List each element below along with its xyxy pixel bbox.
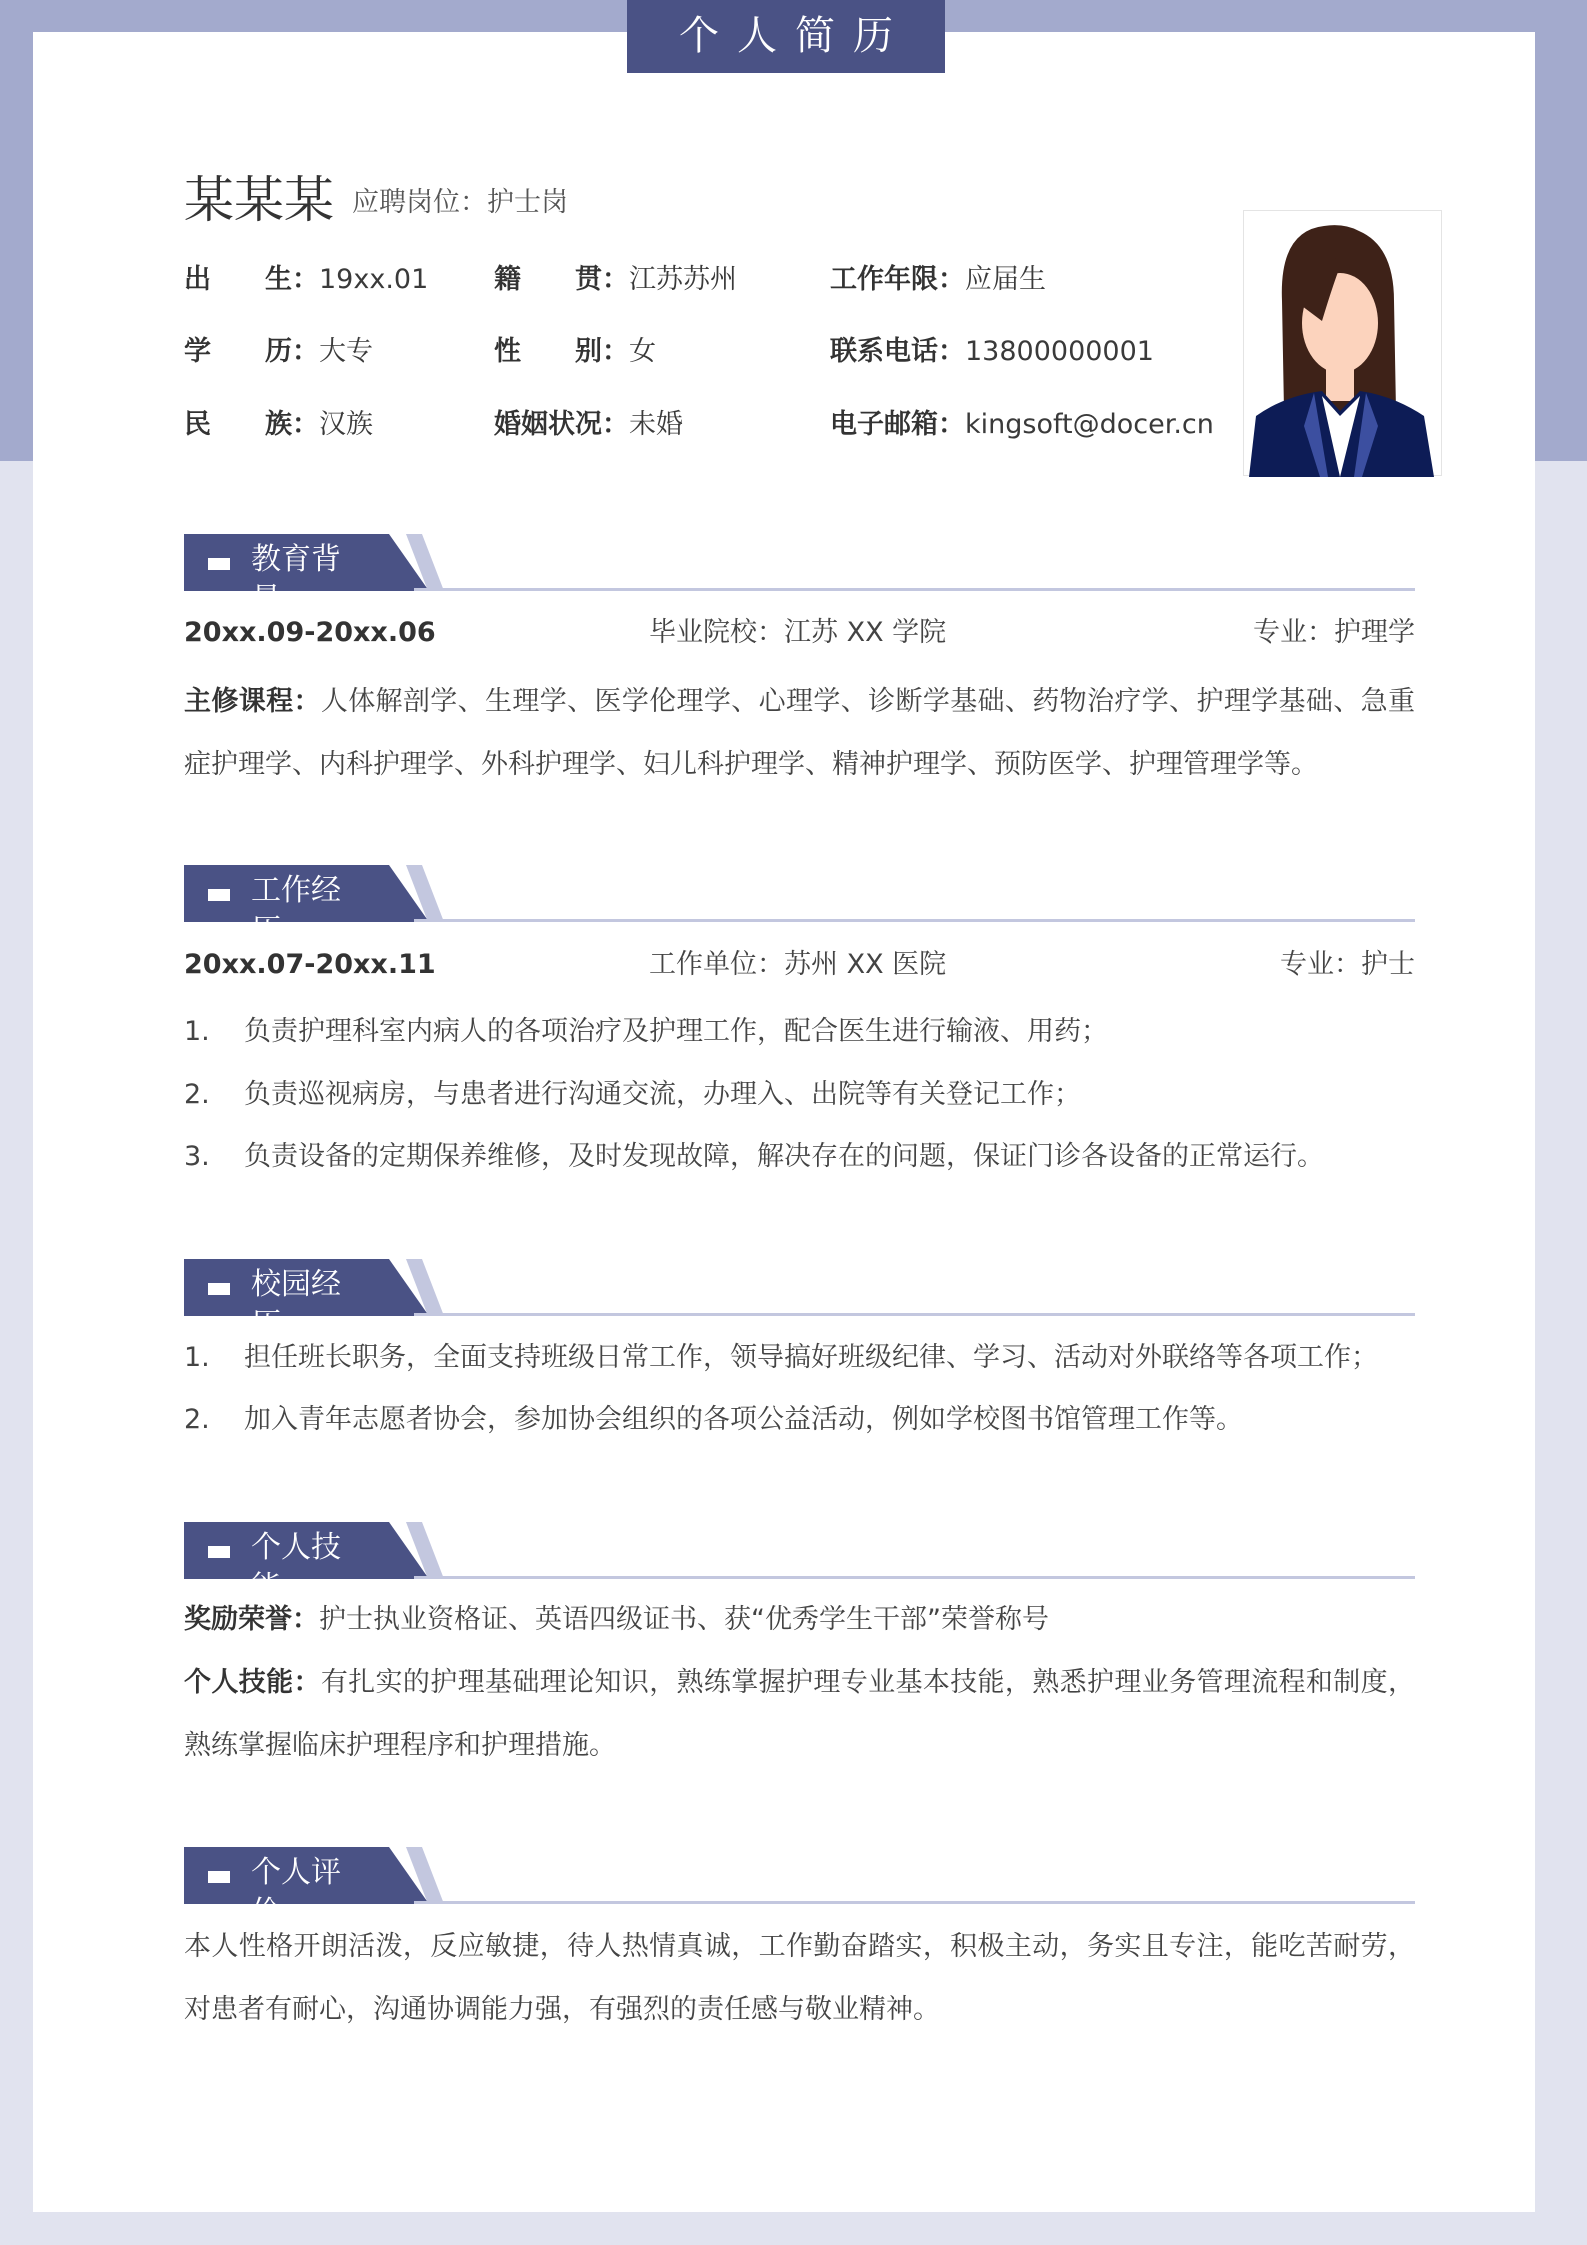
info-field [830,405,1214,445]
item-number: 2. [184,1404,210,1435]
info-label: 联系电话： [830,336,965,367]
info-label: 电子邮箱： [830,409,965,440]
list-item [184,1012,1415,1052]
skills-paragraph [184,1651,1415,1777]
education-row [184,613,1415,653]
item-number: 1. [184,1016,210,1047]
info-field [184,405,373,445]
info-field [184,260,428,300]
education-date: 20xx.09-20xx.06 [184,617,436,648]
section-title: 个人技能 [251,1530,341,1605]
info-value: 19xx.01 [319,264,429,295]
section-title: 教育背景 [251,542,341,617]
info-label: 性 别： [494,336,629,367]
info-field [494,260,737,300]
candidate-name: 某某某 [184,171,334,229]
section-title: 个人评价 [251,1855,341,1930]
list-item [184,1400,1415,1440]
section-work-header [184,865,1415,948]
skills-label: 个人技能： [184,1667,321,1698]
education-school: 毕业院校：江苏 XX 学院 [649,617,947,648]
item-text: 负责设备的定期保养维修，及时发现故障，解决存在的问题，保证门诊各设备的正常运行。 [244,1141,1324,1172]
square-icon [208,889,230,901]
item-number: 2. [184,1079,210,1110]
info-value: 应届生 [965,264,1046,295]
info-value: 未婚 [629,409,683,440]
list-item [184,1075,1415,1115]
square-icon [208,1283,230,1295]
item-number: 1. [184,1342,210,1373]
item-number: 3. [184,1141,210,1172]
courses-label: 主修课程： [184,686,321,717]
info-field [494,405,683,445]
square-icon [208,558,230,570]
section-education-header [184,534,1415,617]
info-value: 女 [629,336,656,367]
info-value: 汉族 [319,409,373,440]
list-item [184,1338,1415,1378]
item-text: 担任班长职务，全面支持班级日常工作，领导搞好班级纪律、学习、活动对外联络等各项工作； [244,1342,1378,1373]
list-item [184,1137,1415,1177]
info-field [494,332,656,372]
square-icon [208,1546,230,1558]
info-label: 婚姻状况： [494,409,629,440]
section-skills-header [184,1522,1415,1605]
awards-paragraph [184,1588,1415,1651]
work-row [184,945,1415,985]
info-value: kingsoft@docer.cn [965,409,1214,440]
info-field [830,332,1154,372]
info-field [830,260,1046,300]
courses-paragraph [184,670,1415,796]
resume-title: 个人简历 [627,0,945,73]
info-label: 民 族： [184,409,319,440]
work-company: 工作单位：苏州 XX 医院 [649,949,947,980]
info-label: 工作年限： [830,264,965,295]
info-label: 出 生： [184,264,319,295]
item-text: 负责护理科室内病人的各项治疗及护理工作，配合医生进行输液、用药； [244,1016,1108,1047]
work-major: 专业：护士 [1280,949,1415,980]
info-label: 籍 贯： [494,264,629,295]
awards-text: 护士执业资格证、英语四级证书、获“优秀学生干部”荣誉称号 [319,1604,1049,1635]
skills-text: 有扎实的护理基础理论知识，熟练掌握护理专业基本技能，熟悉护理业务管理流程和制度，熟练掌握临床护理程序和护理措施。 [184,1667,1416,1761]
item-text: 负责巡视病房，与患者进行沟通交流，办理入、出院等有关登记工作； [244,1079,1081,1110]
section-title: 工作经历 [251,873,341,948]
square-icon [208,1871,230,1883]
section-title: 校园经历 [251,1267,341,1342]
info-value: 13800000001 [965,336,1154,367]
info-value: 大专 [319,336,373,367]
awards-label: 奖励荣誉： [184,1604,319,1635]
profile-photo [1243,210,1442,476]
info-value: 江苏苏州 [629,264,737,295]
education-major: 专业：护理学 [1253,617,1415,648]
work-date: 20xx.07-20xx.11 [184,949,436,980]
item-text: 加入青年志愿者协会，参加协会组织的各项公益活动，例如学校图书馆管理工作等。 [244,1404,1243,1435]
section-campus-header [184,1259,1415,1342]
evaluation-paragraph: 本人性格开朗活泼，反应敏捷，待人热情真诚，工作勤奋踏实，积极主动，务实且专注，能吃苦耐劳，对患者有耐心，沟通协调能力强，有强烈的责任感与敬业精神。 [184,1931,1415,2025]
section-evaluation-header [184,1847,1415,1930]
applied-position: 应聘岗位：护士岗 [352,187,568,218]
info-field [184,332,373,372]
avatar-icon [1244,211,1443,477]
info-label: 学 历： [184,336,319,367]
courses-text: 人体解剖学、生理学、医学伦理学、心理学、诊断学基础、药物治疗学、护理学基础、急重症护理学、内科护理学、外科护理学、妇儿科护理学、精神护理学、预防医学、护理管理学等。 [184,686,1416,780]
